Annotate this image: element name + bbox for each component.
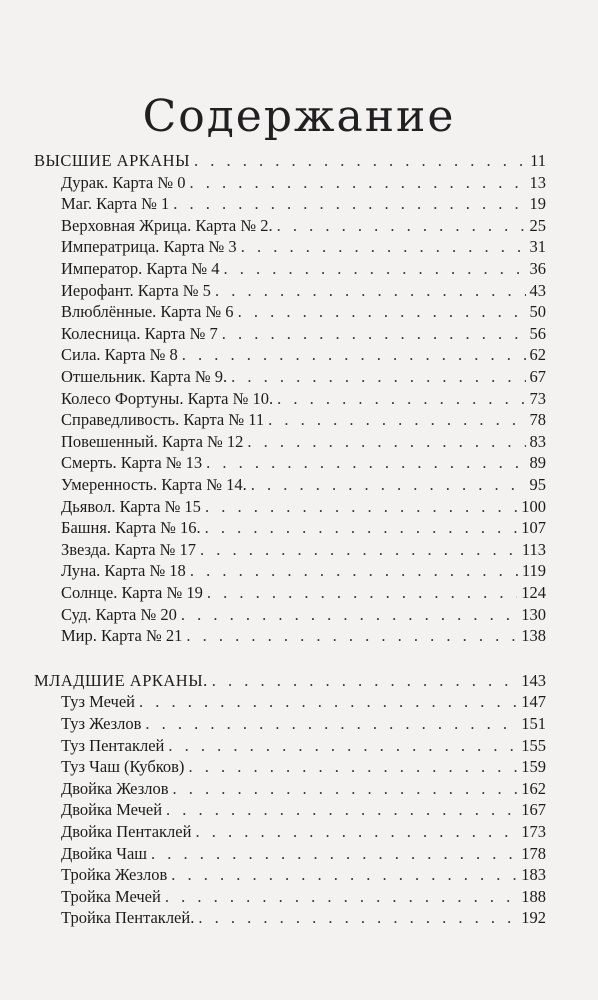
- toc-entry: [61, 625, 546, 647]
- dot-leader: [241, 236, 526, 258]
- dot-leader: [139, 691, 517, 713]
- page-number: 78: [529, 410, 546, 430]
- dot-leader: [277, 215, 526, 237]
- dot-leader: [173, 778, 518, 800]
- toc-entry: [61, 907, 546, 929]
- entry-title: Двойка Чаш: [61, 843, 147, 863]
- dot-leader: [188, 756, 517, 778]
- toc-entry: [61, 713, 546, 735]
- toc-entry: [61, 280, 546, 302]
- toc-entry: [61, 474, 546, 496]
- page-number: 130: [521, 604, 546, 624]
- entry-title: Верховная Жрица. Карта № 2.: [61, 215, 273, 235]
- page-number: 43: [529, 280, 546, 300]
- page-number: 188: [521, 886, 546, 906]
- entry-title: Императрица. Карта № 3: [61, 237, 237, 257]
- entry-title: Тройка Пентаклей.: [61, 908, 195, 928]
- page-number: 11: [530, 151, 546, 170]
- entry-title: Тройка Мечей: [61, 886, 161, 906]
- dot-leader: [186, 625, 517, 647]
- entry-title: Солнце. Карта № 19: [61, 583, 203, 602]
- toc-entry: [61, 344, 546, 366]
- entry-title: Император. Карта № 4: [61, 259, 220, 278]
- toc-entry: [61, 539, 546, 561]
- toc-entry: [61, 172, 546, 194]
- toc-entry: [61, 258, 546, 280]
- entry-title: Дурак. Карта № 0: [61, 172, 186, 192]
- dot-leader: [194, 150, 526, 172]
- page-number: 113: [521, 539, 546, 559]
- dot-leader: [215, 280, 526, 302]
- page-number: 178: [521, 843, 546, 863]
- page-number: 13: [529, 172, 546, 192]
- toc-entry: [61, 582, 546, 604]
- toc-entry: [61, 799, 546, 821]
- dot-leader: [222, 323, 526, 345]
- page-number: 143: [521, 670, 546, 690]
- dot-leader: [182, 344, 526, 366]
- entry-title: Двойка Мечей: [61, 800, 163, 820]
- toc-entry: [61, 388, 546, 410]
- dot-leader: [171, 864, 517, 886]
- entry-title: Луна. Карта № 18: [61, 561, 186, 581]
- entry-title: Башня. Карта № 16.: [61, 518, 201, 538]
- toc-entry: [61, 756, 546, 778]
- page-number: 192: [521, 908, 546, 928]
- dot-leader: [231, 366, 525, 388]
- entry-title: Туз Чаш (Кубков): [61, 757, 185, 777]
- dot-leader: [247, 431, 525, 453]
- page-number: 25: [529, 215, 546, 235]
- entry-title: Колесница. Карта № 7: [61, 323, 218, 343]
- page-number: 159: [521, 757, 546, 777]
- entry-title: Смерть. Карта № 13: [61, 453, 203, 473]
- toc-entry: [61, 735, 546, 757]
- toc-entry: [61, 409, 546, 431]
- entry-title: Туз Мечей: [61, 692, 135, 712]
- toc-entry: [61, 517, 546, 539]
- dot-leader: [195, 821, 517, 843]
- page-number: 73: [529, 388, 546, 408]
- toc-section-heading: [34, 670, 546, 692]
- dot-leader: [207, 582, 517, 604]
- dot-leader: [151, 843, 517, 865]
- toc-entry: [61, 496, 546, 518]
- dot-leader: [189, 172, 525, 194]
- toc-entry: [61, 604, 546, 626]
- toc-entry: [61, 193, 546, 215]
- entry-title: Маг. Карта № 1: [61, 194, 170, 214]
- dot-leader: [190, 560, 518, 582]
- toc-entry: [61, 323, 546, 345]
- entry-title: Туз Пентаклей: [61, 735, 165, 755]
- entry-title: Иерофант. Карта № 5: [61, 280, 211, 300]
- dot-leader: [212, 670, 518, 692]
- page-number: 36: [529, 259, 546, 278]
- page-number: 67: [529, 367, 546, 386]
- page-number: 173: [521, 822, 546, 841]
- page-number: 119: [521, 561, 546, 581]
- page-number: 138: [521, 626, 546, 646]
- dot-leader: [224, 258, 526, 280]
- page-number: 183: [521, 865, 546, 885]
- entry-title: Звезда. Карта № 17: [61, 539, 197, 559]
- page-number: 50: [529, 302, 546, 322]
- toc-entry: [61, 215, 546, 237]
- dot-leader: [145, 713, 517, 735]
- toc-entry: [61, 236, 546, 258]
- dot-leader: [173, 193, 525, 215]
- toc-section-heading: [34, 150, 546, 172]
- entry-title: Двойка Жезлов: [61, 778, 169, 798]
- toc-entry: [61, 778, 546, 800]
- dot-leader: [205, 517, 518, 539]
- page-number: 19: [529, 194, 546, 214]
- entry-title: Суд. Карта № 20: [61, 604, 177, 624]
- section-title: МЛАДШИЕ АРКАНЫ.: [34, 670, 208, 690]
- dot-leader: [198, 907, 517, 929]
- page-number: 124: [521, 583, 546, 602]
- page-number: 151: [521, 714, 546, 733]
- page-number: 62: [529, 345, 546, 365]
- toc-entry: [61, 560, 546, 582]
- page-number: 162: [521, 778, 546, 798]
- page-number: 107: [521, 518, 546, 538]
- page-number: 100: [521, 496, 546, 516]
- dot-leader: [166, 799, 517, 821]
- dot-leader: [277, 388, 525, 410]
- page-number: 167: [521, 800, 546, 820]
- page-number: 147: [521, 692, 546, 712]
- entry-title: Отшельник. Карта № 9.: [61, 367, 228, 386]
- toc-entry: [61, 843, 546, 865]
- page-number: 83: [529, 431, 546, 451]
- entry-title: Умеренность. Карта № 14.: [61, 475, 247, 494]
- toc-entry: [61, 864, 546, 886]
- dot-leader: [205, 496, 517, 518]
- page-number: 95: [529, 475, 546, 494]
- dot-leader: [181, 604, 517, 626]
- entry-title: Дьявол. Карта № 15: [61, 496, 201, 516]
- toc-entry: [61, 452, 546, 474]
- entry-title: Тройка Жезлов: [61, 865, 168, 885]
- dot-leader: [268, 409, 525, 431]
- toc-entry: [61, 301, 546, 323]
- dot-leader: [168, 735, 517, 757]
- entry-title: Сила. Карта № 8: [61, 345, 178, 365]
- page-number: 155: [521, 735, 546, 755]
- toc-entry: [61, 366, 546, 388]
- toc-entry: [61, 821, 546, 843]
- dot-leader: [206, 452, 525, 474]
- page-number: 89: [529, 453, 546, 473]
- entry-title: Двойка Пентаклей: [61, 822, 192, 841]
- page-number: 31: [529, 237, 546, 257]
- dot-leader: [251, 474, 526, 496]
- entry-title: Влюблённые. Карта № 6: [61, 302, 234, 322]
- entry-title: Колесо Фортуны. Карта № 10.: [61, 388, 274, 408]
- entry-title: Справедливость. Карта № 11: [61, 410, 265, 430]
- dot-leader: [165, 886, 517, 908]
- section-title: ВЫСШИЕ АРКАНЫ: [34, 151, 190, 170]
- page-title: Содержание: [142, 91, 456, 143]
- toc-entry: [61, 431, 546, 453]
- toc-entry: [61, 691, 546, 713]
- entry-title: Туз Жезлов: [61, 714, 142, 733]
- page-number: 56: [529, 323, 546, 343]
- dot-leader: [238, 301, 526, 323]
- entry-title: Повешенный. Карта № 12: [61, 431, 244, 451]
- entry-title: Мир. Карта № 21: [61, 626, 183, 646]
- dot-leader: [200, 539, 518, 561]
- toc-entry: [61, 886, 546, 908]
